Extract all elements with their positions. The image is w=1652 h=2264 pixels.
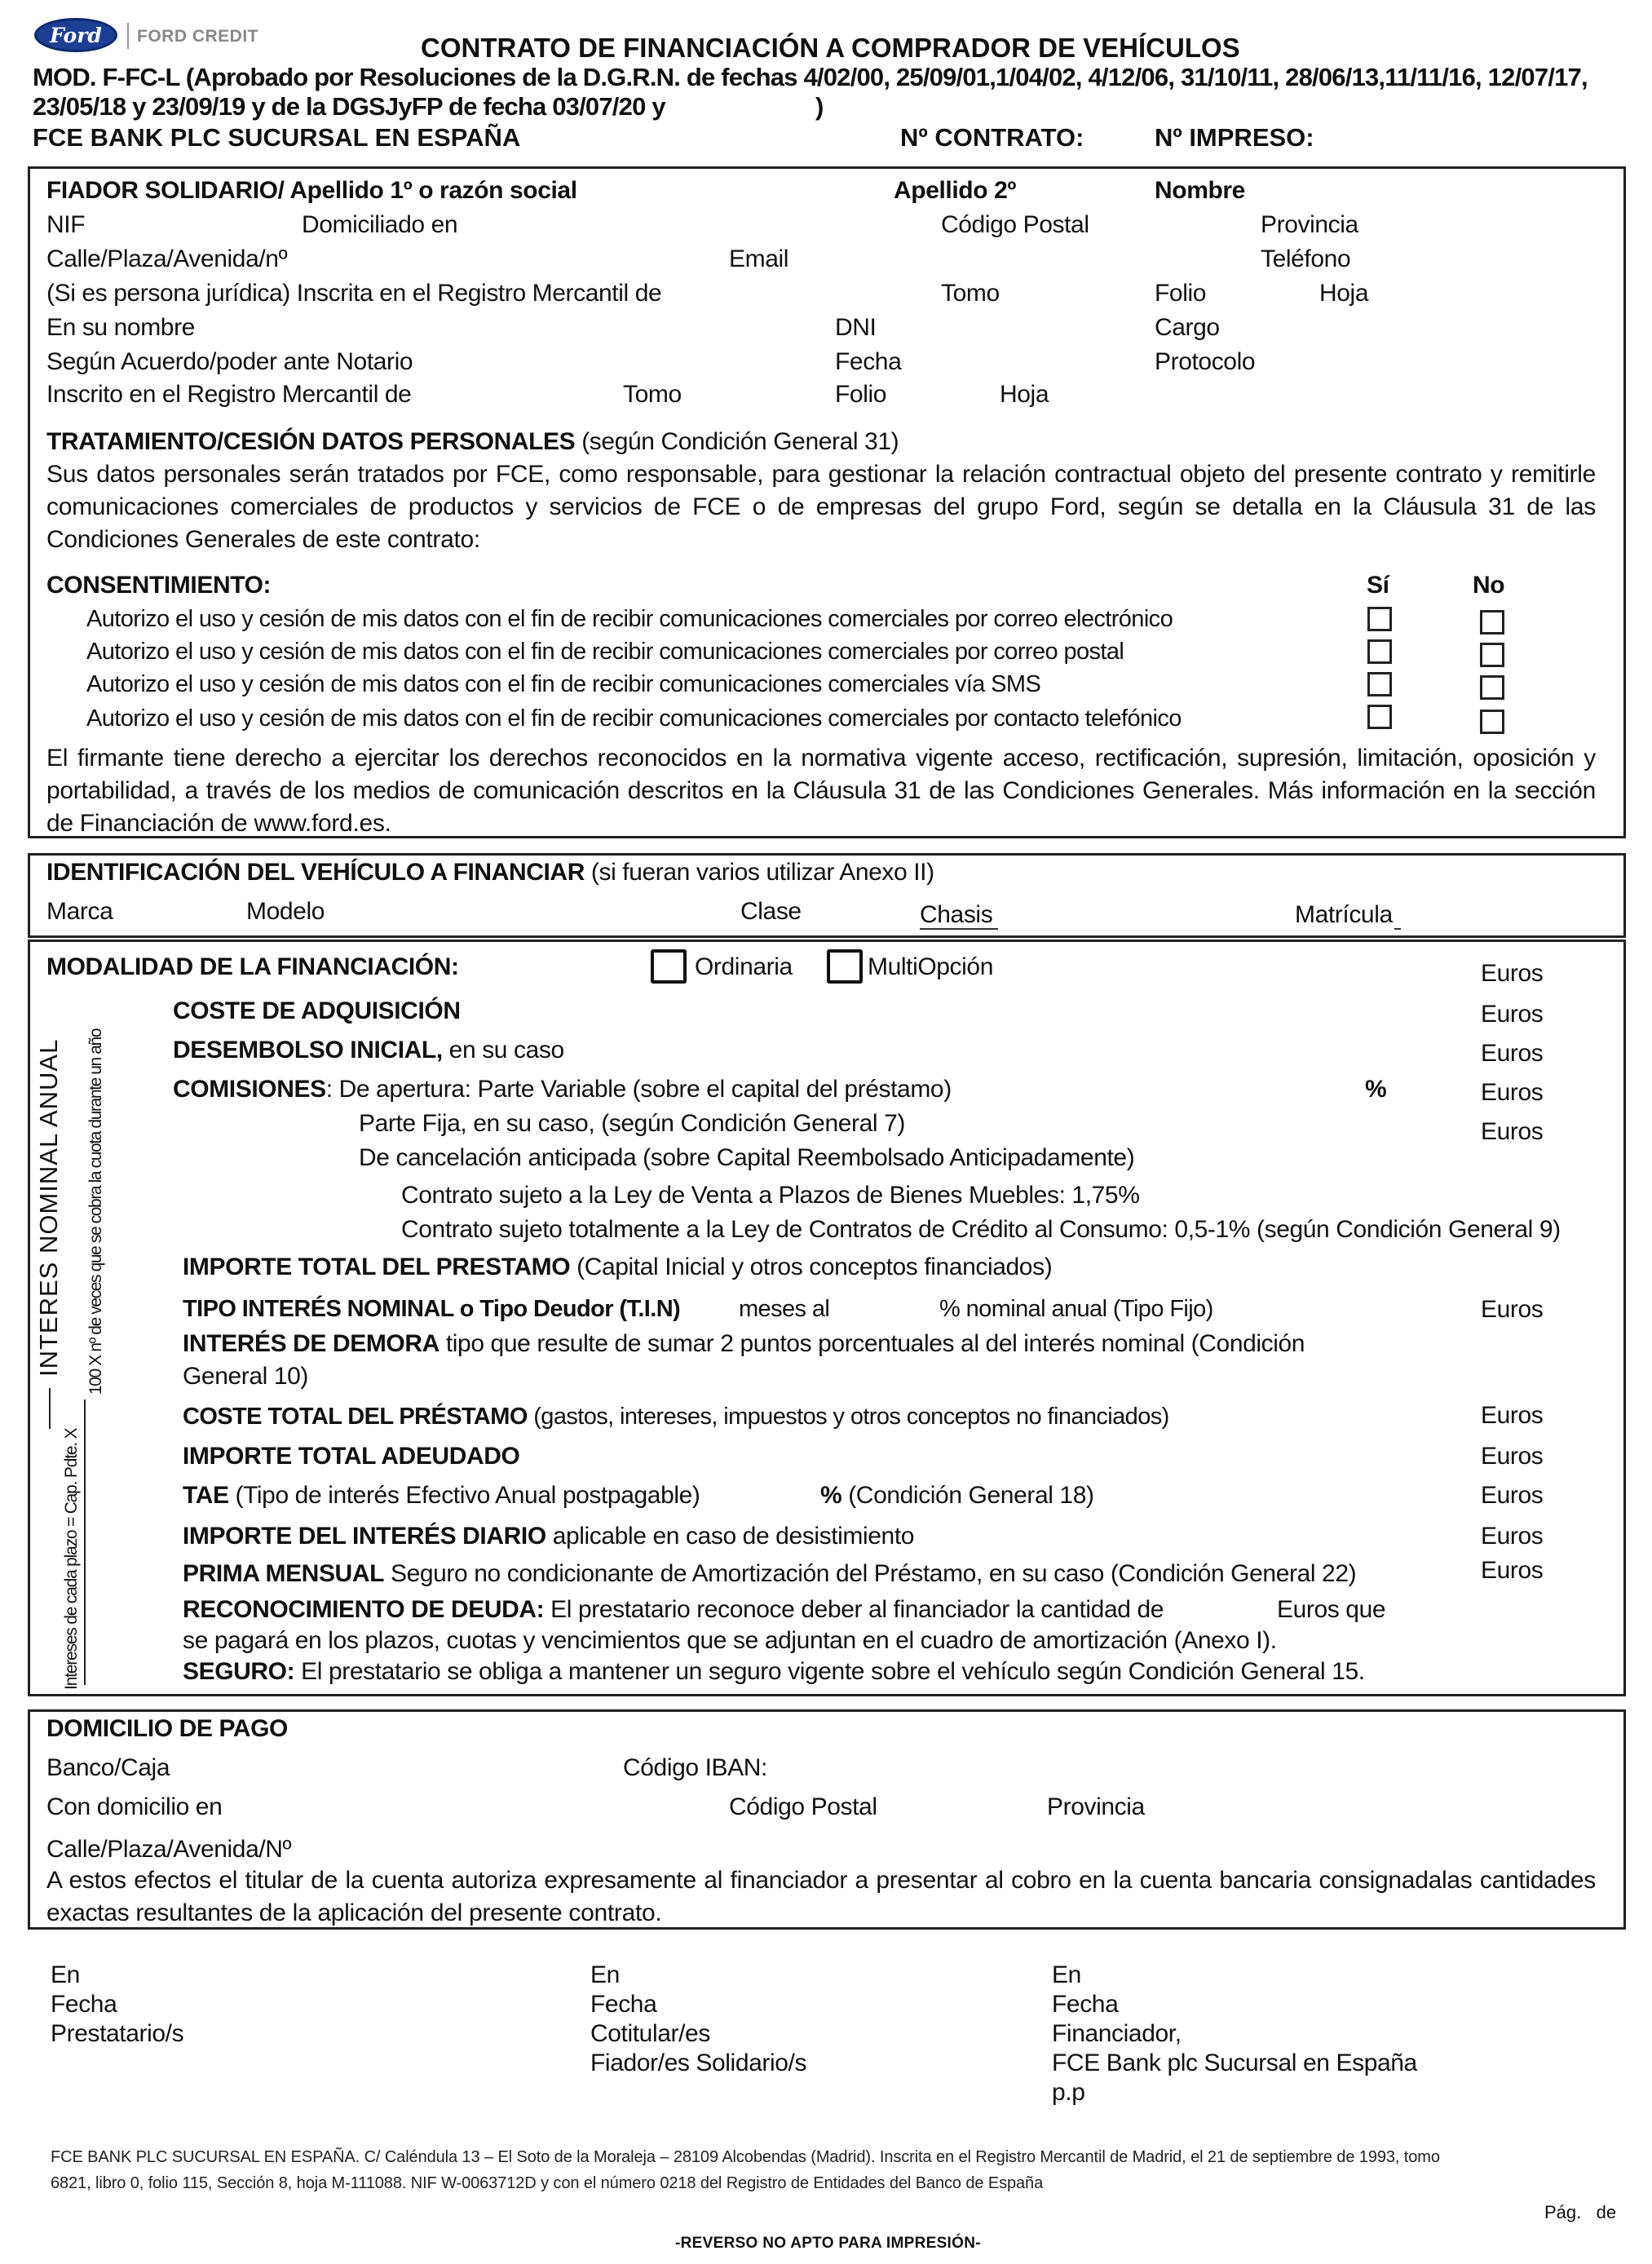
late-interest-row bbox=[183, 1329, 1305, 1359]
vertical-formula-bar bbox=[84, 1400, 86, 1685]
label-clase: Clase bbox=[740, 898, 802, 925]
late-interest-label: INTERÉS DE DEMORA bbox=[183, 1330, 440, 1357]
consent-yes-header: Sí bbox=[1367, 572, 1389, 599]
label-domiciled: Domiciliado en bbox=[302, 211, 458, 238]
label-tomo: Tomo bbox=[941, 280, 1000, 307]
label-payment-postal-code: Código Postal bbox=[729, 1793, 877, 1820]
label-hoja: Hoja bbox=[1319, 280, 1369, 307]
premium-row bbox=[183, 1559, 1356, 1589]
vertical-formula-label: Intereses de cada plazo = Cap. Pdte. X bbox=[62, 1428, 81, 1690]
label-iban: Código IBAN: bbox=[623, 1754, 767, 1781]
label-phone: Teléfono bbox=[1261, 245, 1351, 272]
label-street: Calle/Plaza/Avenida/nº bbox=[46, 245, 288, 272]
consent-title: CONSENTIMIENTO: bbox=[46, 572, 272, 599]
financing-title: MODALIDAD DE LA FINANCIACIÓN: bbox=[46, 953, 459, 980]
label-surname2: Apellido 2º bbox=[894, 177, 1016, 204]
consent-postal-no-checkbox[interactable] bbox=[1480, 643, 1504, 667]
vehicle-note: (si fueran varios utilizar Anexo II) bbox=[584, 859, 934, 886]
data-treatment-title: TRATAMIENTO/CESIÓN DATOS PERSONALES bbox=[46, 428, 576, 455]
ford-credit-label: FORD CREDIT bbox=[137, 27, 258, 46]
label-hoja-2: Hoja bbox=[1000, 381, 1049, 408]
consent-email-yes-checkbox[interactable] bbox=[1367, 607, 1392, 631]
late-interest-note-2: General 10) bbox=[183, 1363, 309, 1390]
model-line-2: 23/05/18 y 23/09/19 y de la DGSJyFP de fecha 03/07/20 y bbox=[33, 92, 665, 121]
label-folio: Folio bbox=[1155, 280, 1207, 307]
page-number: Pág. de bbox=[1544, 2202, 1617, 2222]
vertical-interest-label: INTERES NOMINAL ANUAL bbox=[34, 1038, 63, 1377]
payment-title: DOMICILIO DE PAGO bbox=[46, 1715, 288, 1742]
ordinaria-label: Ordinaria bbox=[695, 953, 793, 980]
tae-row bbox=[183, 1481, 700, 1510]
label-registered: Inscrito en el Registro Mercantil de bbox=[46, 381, 412, 408]
consent-item-postal: Autorizo el uso y cesión de mis datos con el fin de recibir comunicaciones comerciales por correo postal bbox=[86, 639, 1124, 665]
label-on-behalf: En su nombre bbox=[46, 314, 195, 341]
label-province: Provincia bbox=[1261, 211, 1358, 238]
consent-sms-no-checkbox[interactable] bbox=[1480, 675, 1504, 700]
late-interest-note: tipo que resulte de sumar 2 puntos porcentuales al del interés nominal (Condición bbox=[439, 1330, 1305, 1357]
label-email: Email bbox=[729, 245, 789, 272]
consent-item-phone: Autorizo el uso y cesión de mis datos con el fin de recibir comunicaciones comerciales por contacto telefónico bbox=[86, 705, 1182, 732]
initial-payment-row bbox=[173, 1036, 564, 1065]
label-payment-street: Calle/Plaza/Avenida/Nº bbox=[46, 1836, 292, 1863]
daily-interest-row bbox=[183, 1522, 914, 1551]
model-line-2-end: ) bbox=[815, 92, 824, 121]
total-loan-label: IMPORTE TOTAL DEL PRESTAMO bbox=[183, 1254, 571, 1280]
guarantor-title: FIADOR SOLIDARIO/ Apellido 1º o razón social bbox=[46, 177, 577, 204]
cost-acquisition-label: COSTE DE ADQUISICIÓN bbox=[173, 997, 461, 1024]
euros-8: Euros bbox=[1481, 1443, 1544, 1470]
debt-note-2: se pagará en los plazos, cuotas y vencimientos que se adjuntan en el cuadro de amortización (Anexo I). bbox=[183, 1627, 1277, 1654]
ordinaria-checkbox[interactable] bbox=[651, 949, 687, 984]
sig2-fecha: Fecha bbox=[590, 1991, 657, 2018]
euros-6: Euros bbox=[1481, 1296, 1544, 1323]
signature-col-borrower bbox=[51, 1961, 183, 2049]
label-postal-code: Código Postal bbox=[941, 211, 1089, 238]
sig1-fecha: Fecha bbox=[51, 1991, 117, 2018]
sig2-en: En bbox=[590, 1961, 620, 1988]
label-folio-2: Folio bbox=[835, 381, 887, 408]
euros-10: Euros bbox=[1481, 1523, 1544, 1550]
debt-label: RECONOCIMIENTO DE DEUDA: bbox=[183, 1596, 545, 1623]
sig1-role: Prestatario/s bbox=[51, 2020, 184, 2047]
chasis-underline bbox=[920, 928, 998, 930]
multiopcion-checkbox[interactable] bbox=[827, 949, 863, 984]
data-treatment-heading bbox=[46, 427, 899, 457]
consent-phone-no-checkbox[interactable] bbox=[1480, 710, 1504, 734]
consent-postal-yes-checkbox[interactable] bbox=[1367, 639, 1392, 664]
vertical-interest-line bbox=[49, 1388, 51, 1429]
total-loan-note: (Capital Inicial y otros conceptos financiados) bbox=[570, 1254, 1053, 1280]
initial-payment-label: DESEMBOLSO INICIAL, bbox=[173, 1037, 443, 1063]
data-treatment-note: (según Condición General 31) bbox=[575, 428, 899, 455]
ford-logo-text: Ford bbox=[50, 24, 102, 47]
label-chasis: Chasis bbox=[920, 901, 993, 928]
label-protocolo: Protocolo bbox=[1155, 348, 1256, 375]
euros-11: Euros bbox=[1481, 1557, 1544, 1584]
insurance-label: SEGURO: bbox=[183, 1658, 295, 1685]
contract-number-label: Nº CONTRATO: bbox=[900, 123, 1084, 152]
tae-condition-row bbox=[820, 1481, 1094, 1510]
debt-note: El prestatario reconoce deber al financiador la cantidad de bbox=[544, 1596, 1164, 1623]
tae-note: (Tipo de interés Efectivo Anual postpagable) bbox=[228, 1482, 700, 1509]
label-tomo-2: Tomo bbox=[623, 381, 682, 408]
consent-item-sms: Autorizo el uso y cesión de mis datos con el fin de recibir comunicaciones comerciales vía SMS bbox=[86, 671, 1041, 697]
euros-7: Euros bbox=[1481, 1402, 1544, 1429]
euros-3: Euros bbox=[1481, 1040, 1544, 1067]
sig3-fecha: Fecha bbox=[1052, 1991, 1119, 2018]
tae-label: TAE bbox=[183, 1482, 229, 1509]
commissions-label: COMISIONES bbox=[173, 1076, 326, 1103]
euros-9: Euros bbox=[1481, 1482, 1544, 1509]
header-divider bbox=[127, 23, 129, 49]
label-matricula: Matrícula bbox=[1295, 901, 1393, 928]
premium-note: Seguro no condicionante de Amortización del Préstamo, en su caso (Condición General 22) bbox=[384, 1560, 1357, 1587]
consent-item-email: Autorizo el uso y cesión de mis datos con el fin de recibir comunicaciones comerciales por correo electrónico bbox=[86, 606, 1173, 632]
sig2-role-2: Fiador/es Solidario/s bbox=[590, 2050, 807, 2076]
footer-line-1: FCE BANK PLC SUCURSAL EN ESPAÑA. C/ Caléndula 13 – El Soto de la Moraleja – 28109 Alcobendas (Madrid). Inscrita en el Registro Mercantil de Madrid, el 21 de septiembre de 1993, tomo bbox=[51, 2148, 1440, 2166]
daily-interest-note: aplicable en caso de desistimiento bbox=[546, 1523, 915, 1550]
label-payment-province: Provincia bbox=[1047, 1793, 1145, 1820]
euros-2: Euros bbox=[1481, 1001, 1544, 1028]
signature-col-cotitular bbox=[590, 1961, 806, 2078]
initial-payment-note: en su caso bbox=[442, 1037, 564, 1063]
premium-label: PRIMA MENSUAL bbox=[183, 1560, 385, 1587]
label-name: Nombre bbox=[1155, 177, 1245, 204]
consent-phone-yes-checkbox[interactable] bbox=[1367, 705, 1392, 729]
total-cost-note: (gastos, intereses, impuestos y otros conceptos no financiados) bbox=[527, 1404, 1169, 1430]
consent-sms-yes-checkbox[interactable] bbox=[1367, 672, 1392, 696]
signature-col-financier bbox=[1052, 1961, 1417, 2107]
tae-condition: (Condición General 18) bbox=[841, 1482, 1094, 1509]
vehicle-heading bbox=[46, 858, 934, 887]
multiopcion-label: MultiOpción bbox=[868, 953, 993, 980]
payment-authorization-text: A estos efectos el titular de la cuenta autoriza expresamente al financiador a presentar al cobro en la cuenta bancaria consignadalas cantidades exactas resultantes de la aplicación del presente contrato. bbox=[46, 1867, 1596, 1926]
commissions-note: : De apertura: Parte Variable (sobre el capital del préstamo) bbox=[325, 1076, 952, 1103]
rights-text: El firmante tiene derecho a ejercitar los derechos reconocidos en la normativa vigente acceso, rectificación, supresión, limitación, oposición y portabilidad, a través de los medios de comunicación descritos en la Cláusula 31 de las Condiciones Generales. Más información en la sección de Financiación de www.ford.es. bbox=[46, 745, 1596, 837]
total-loan-row bbox=[183, 1253, 1052, 1282]
law-2-label: Contrato sujeto totalmente a la Ley de Contratos de Crédito al Consumo: 0,5-1% (según Condición General 9) bbox=[401, 1216, 1561, 1243]
consent-email-no-checkbox[interactable] bbox=[1480, 610, 1504, 635]
sig2-role: Cotitular/es bbox=[590, 2020, 710, 2047]
footer-line-2: 6821, libro 0, folio 115, Sección 8, hoja M-111088. NIF W-0063712D y con el número 0218 del Registro de Entidades del Banco de España bbox=[51, 2174, 1044, 2192]
label-dni: DNI bbox=[835, 314, 877, 341]
page-title: CONTRATO DE FINANCIACIÓN A COMPRADOR DE VEHÍCULOS bbox=[421, 33, 1240, 63]
total-cost-label: COSTE TOTAL DEL PRÉSTAMO bbox=[183, 1404, 528, 1430]
label-nif: NIF bbox=[46, 211, 86, 238]
euros-1: Euros bbox=[1481, 960, 1544, 987]
label-fecha: Fecha bbox=[835, 348, 902, 375]
euros-5: Euros bbox=[1481, 1118, 1544, 1145]
tin-months-label: meses al bbox=[739, 1296, 830, 1322]
data-treatment-text: Sus datos personales serán tratados por FCE, como responsable, para gestionar la relación contractual objeto del presente contrato y remitirle comunicaciones comerciales de productos y servicios de FCE o de empresas del grupo Ford, según se detalla en la Cláusula 31 de las Condiciones Generales de este contrato: bbox=[46, 461, 1596, 553]
consent-no-header: No bbox=[1473, 572, 1505, 599]
model-line-1: MOD. F-FC-L (Aprobado por Resoluciones de la D.G.R.N. de fechas 4/02/00, 25/09/01,1/04/02, 4/12/06, 31/10/11, 28/06/13,11/11/16, 12/07/17, bbox=[33, 63, 1588, 91]
cancellation-label: De cancelación anticipada (sobre Capital Reembolsado Anticipadamente) bbox=[359, 1144, 1135, 1171]
label-bank: Banco/Caja bbox=[46, 1754, 170, 1781]
sig3-role: Financiador, bbox=[1052, 2020, 1182, 2047]
debt-row bbox=[183, 1595, 1164, 1625]
insurance-row bbox=[183, 1657, 1365, 1687]
insurance-note: El prestatario se obliga a mantener un seguro vigente sobre el vehículo según Condición General 15. bbox=[294, 1658, 1365, 1685]
commission-percent: % bbox=[1365, 1076, 1387, 1103]
label-cargo: Cargo bbox=[1155, 314, 1220, 341]
label-modelo: Modelo bbox=[246, 898, 325, 925]
tin-rate-label: % nominal anual (Tipo Fijo) bbox=[939, 1296, 1213, 1322]
company-name: FCE BANK PLC SUCURSAL EN ESPAÑA bbox=[33, 123, 521, 152]
euros-4: Euros bbox=[1481, 1079, 1544, 1106]
daily-interest-label: IMPORTE DEL INTERÉS DIARIO bbox=[183, 1523, 546, 1550]
total-owed-label: IMPORTE TOTAL ADEUDADO bbox=[183, 1443, 520, 1470]
sig3-company: FCE Bank plc Sucursal en España bbox=[1052, 2050, 1417, 2076]
reverse-note: -REVERSO NO APTO PARA IMPRESIÓN- bbox=[675, 2235, 981, 2252]
tae-percent: % bbox=[820, 1482, 842, 1509]
total-cost-row bbox=[183, 1403, 1169, 1430]
vertical-formula-label-2: 100 X nº de veces que se cobra la cuota durante un año bbox=[86, 1028, 105, 1395]
label-marca: Marca bbox=[46, 898, 113, 925]
vehicle-title: IDENTIFICACIÓN DEL VEHÍCULO A FINANCIAR bbox=[46, 859, 585, 886]
debt-euros: Euros que bbox=[1277, 1596, 1386, 1623]
matricula-underline bbox=[1394, 928, 1401, 930]
ford-logo bbox=[34, 18, 117, 52]
sig1-en: En bbox=[51, 1961, 80, 1988]
commissions-row bbox=[173, 1075, 952, 1104]
tin-label: TIPO INTERÉS NOMINAL o Tipo Deudor (T.I.N) bbox=[183, 1296, 681, 1322]
label-agreement: Según Acuerdo/poder ante Notario bbox=[46, 348, 413, 375]
label-registry: (Si es persona jurídica) Inscrita en el Registro Mercantil de bbox=[46, 280, 662, 307]
fixed-part-label: Parte Fija, en su caso, (según Condición General 7) bbox=[359, 1110, 905, 1137]
sig3-en: En bbox=[1052, 1961, 1081, 1988]
law-1-label: Contrato sujeto a la Ley de Venta a Plazos de Bienes Muebles: 1,75% bbox=[401, 1182, 1140, 1209]
label-payment-domicile: Con domicilio en bbox=[46, 1793, 223, 1820]
print-number-label: Nº IMPRESO: bbox=[1155, 123, 1314, 152]
sig3-pp: p.p bbox=[1052, 2079, 1085, 2106]
